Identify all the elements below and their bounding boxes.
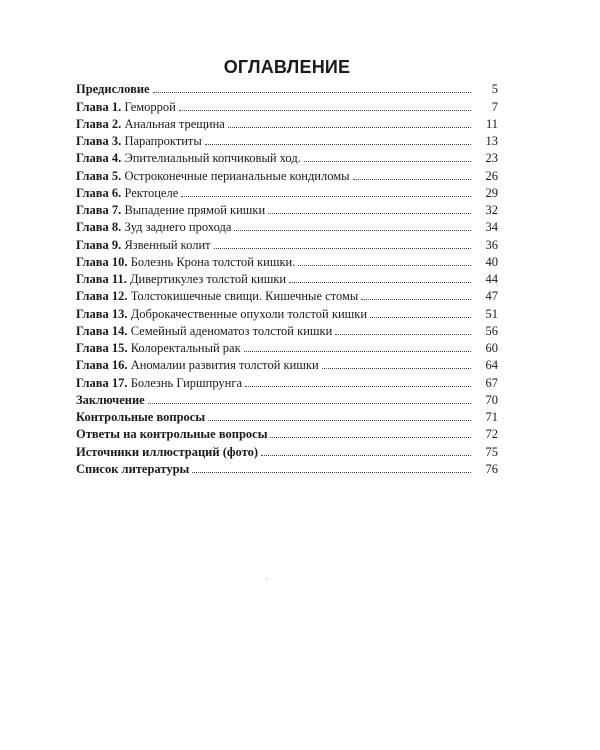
toc-page-number: 51 bbox=[485, 306, 498, 321]
toc-entry bbox=[76, 338, 498, 355]
toc-entry-label bbox=[76, 462, 189, 476]
toc-entry bbox=[76, 148, 498, 165]
toc-entry-title: Болезнь Гиршпрунга bbox=[130, 375, 243, 390]
toc-entry-title: Аномалии развития толстой кишки bbox=[130, 358, 319, 373]
toc-page-number: 44 bbox=[485, 272, 498, 286]
toc-entry-label bbox=[76, 445, 258, 459]
toc-page-number: 36 bbox=[485, 237, 498, 252]
toc-entry-title: Эпителиальный копчиковый ход. bbox=[124, 151, 301, 166]
toc-entry bbox=[76, 200, 498, 217]
toc-entry-label bbox=[76, 220, 231, 234]
scan-speck bbox=[266, 578, 268, 580]
toc-entry-label bbox=[76, 255, 295, 269]
dot-leader bbox=[289, 282, 471, 283]
toc-entry-title: Язвенный колит bbox=[124, 237, 211, 252]
table-of-contents bbox=[76, 79, 498, 476]
toc-entry-label bbox=[76, 117, 225, 131]
dot-leader bbox=[148, 403, 471, 404]
toc-entry-label bbox=[76, 358, 319, 372]
dot-leader bbox=[153, 92, 471, 93]
toc-entry-label bbox=[76, 307, 367, 321]
dot-leader bbox=[181, 196, 471, 197]
toc-entry bbox=[76, 321, 498, 338]
toc-page-number: 76 bbox=[485, 461, 498, 476]
toc-entry-title: Колоректальный рак bbox=[130, 341, 241, 355]
dot-leader bbox=[234, 230, 471, 231]
toc-page-number: 29 bbox=[485, 185, 498, 200]
dot-leader bbox=[361, 299, 471, 300]
toc-entry-title: Семейный аденоматоз толстой кишки bbox=[130, 323, 333, 338]
toc-page-number: 71 bbox=[485, 410, 498, 424]
toc-entry bbox=[76, 234, 498, 251]
toc-entry bbox=[76, 355, 498, 372]
toc-entry bbox=[76, 79, 498, 96]
toc-page-number: 26 bbox=[485, 168, 498, 183]
toc-entry bbox=[76, 303, 498, 320]
toc-entry-label bbox=[76, 203, 265, 217]
toc-entry-title: Контрольные вопросы bbox=[76, 410, 206, 424]
dot-leader bbox=[244, 351, 471, 352]
toc-page-number: 70 bbox=[485, 392, 498, 407]
toc-entry bbox=[76, 441, 498, 458]
toc-page-number: 64 bbox=[485, 358, 498, 373]
toc-entry-title: Заключение bbox=[76, 392, 145, 407]
toc-chapter-number: Глава 15. bbox=[76, 341, 128, 355]
toc-entry bbox=[76, 424, 498, 441]
toc-entry-title: Дивертикулез толстой кишки bbox=[130, 272, 287, 286]
toc-entry bbox=[76, 96, 498, 113]
toc-entry-title: Анальная трещина bbox=[124, 116, 225, 131]
toc-entry-label bbox=[76, 341, 241, 355]
toc-entry-title: Остроконечные перианальные кондиломы bbox=[124, 168, 350, 183]
toc-entry bbox=[76, 390, 498, 407]
toc-entry-label bbox=[76, 186, 178, 200]
toc-entry bbox=[76, 252, 498, 269]
toc-chapter-number: Глава 11. bbox=[76, 272, 127, 286]
toc-entry-title: Парапроктиты bbox=[124, 134, 202, 148]
dot-leader bbox=[322, 368, 471, 369]
dot-leader bbox=[179, 110, 471, 111]
toc-page-number: 40 bbox=[485, 254, 498, 269]
toc-chapter-number: Глава 4. bbox=[76, 151, 122, 166]
dot-leader bbox=[370, 317, 471, 318]
toc-entry-title: Зуд заднего прохода bbox=[124, 220, 232, 235]
toc-entry-title: Список литературы bbox=[76, 461, 190, 476]
toc-entry bbox=[76, 407, 498, 424]
toc-chapter-number: Глава 16. bbox=[76, 358, 128, 373]
toc-chapter-number: Глава 7. bbox=[76, 203, 122, 217]
toc-entry bbox=[76, 459, 498, 476]
dot-leader bbox=[192, 472, 471, 473]
toc-page-number: 56 bbox=[485, 323, 498, 338]
toc-page-number: 32 bbox=[485, 203, 498, 217]
toc-chapter-number: Глава 3. bbox=[76, 134, 122, 148]
toc-entry-title: Геморрой bbox=[124, 99, 176, 114]
toc-entry-label bbox=[76, 324, 332, 338]
toc-page-number: 23 bbox=[485, 151, 498, 166]
toc-entry-title: Толстокишечные свищи. Кишечные стомы bbox=[130, 289, 359, 304]
dot-leader bbox=[261, 455, 471, 456]
dot-leader bbox=[245, 386, 471, 387]
toc-page-number: 13 bbox=[485, 134, 498, 148]
dot-leader bbox=[205, 144, 471, 145]
dot-leader bbox=[208, 420, 471, 421]
toc-chapter-number: Глава 5. bbox=[76, 168, 122, 183]
toc-page-number: 11 bbox=[485, 116, 498, 131]
dot-leader bbox=[304, 161, 471, 162]
toc-page-number: 75 bbox=[485, 444, 498, 459]
page-title: ОГЛАВЛЕНИЕ bbox=[223, 57, 351, 77]
dot-leader bbox=[353, 179, 471, 180]
toc-chapter-number: Глава 8. bbox=[76, 220, 122, 235]
toc-entry-label bbox=[76, 100, 176, 114]
toc-chapter-number: Глава 14. bbox=[76, 323, 128, 338]
toc-entry bbox=[76, 114, 498, 131]
toc-entry-title: Ректоцеле bbox=[124, 185, 179, 200]
toc-entry bbox=[76, 286, 498, 303]
toc-entry-label bbox=[76, 272, 286, 286]
toc-page-number: 67 bbox=[485, 375, 498, 390]
dot-leader bbox=[298, 265, 471, 266]
toc-chapter-number: Глава 2. bbox=[76, 116, 122, 131]
toc-entry bbox=[76, 183, 498, 200]
toc-chapter-number: Глава 17. bbox=[76, 375, 128, 390]
toc-entry bbox=[76, 165, 498, 182]
toc-chapter-number: Глава 13. bbox=[76, 306, 128, 321]
toc-page-number: 72 bbox=[485, 427, 498, 442]
toc-page-number: 60 bbox=[485, 341, 498, 355]
toc-entry-label bbox=[76, 393, 145, 407]
toc-entry bbox=[76, 131, 498, 148]
toc-entry-title: Предисловие bbox=[76, 82, 150, 97]
dot-leader bbox=[268, 213, 471, 214]
toc-page-number: 5 bbox=[491, 82, 498, 97]
dot-leader bbox=[335, 334, 471, 335]
toc-page-number: 47 bbox=[485, 289, 498, 304]
toc-entry-label bbox=[76, 82, 150, 96]
toc-entry-label bbox=[76, 134, 202, 148]
toc-entry-label bbox=[76, 169, 350, 183]
toc-entry-label bbox=[76, 376, 242, 390]
toc-chapter-number: Глава 10. bbox=[76, 254, 128, 269]
toc-entry-title: Ответы на контрольные вопросы bbox=[76, 427, 268, 442]
toc-chapter-number: Глава 6. bbox=[76, 185, 122, 200]
toc-chapter-number: Глава 9. bbox=[76, 237, 122, 252]
toc-chapter-number: Глава 1. bbox=[76, 99, 122, 114]
dot-leader bbox=[228, 127, 471, 128]
toc-entry-title: Выпадение прямой кишки bbox=[124, 203, 266, 217]
toc-entry-label bbox=[76, 238, 211, 252]
toc-entry-title: Болезнь Крона толстой кишки. bbox=[130, 254, 296, 269]
dot-leader bbox=[270, 437, 471, 438]
dot-leader bbox=[214, 248, 471, 249]
toc-entry-title: Доброкачественные опухоли толстой кишки bbox=[130, 306, 368, 321]
toc-entry bbox=[76, 372, 498, 389]
toc-page-number: 7 bbox=[491, 99, 498, 114]
toc-entry-label bbox=[76, 410, 205, 424]
toc-entry-title: Источники иллюстраций (фото) bbox=[76, 444, 258, 459]
toc-page-number: 34 bbox=[485, 220, 498, 235]
toc-entry-label bbox=[76, 151, 301, 165]
toc-entry-label bbox=[76, 289, 358, 303]
toc-entry-label bbox=[76, 427, 267, 441]
toc-entry bbox=[76, 217, 498, 234]
toc-chapter-number: Глава 12. bbox=[76, 289, 128, 304]
toc-entry bbox=[76, 269, 498, 286]
